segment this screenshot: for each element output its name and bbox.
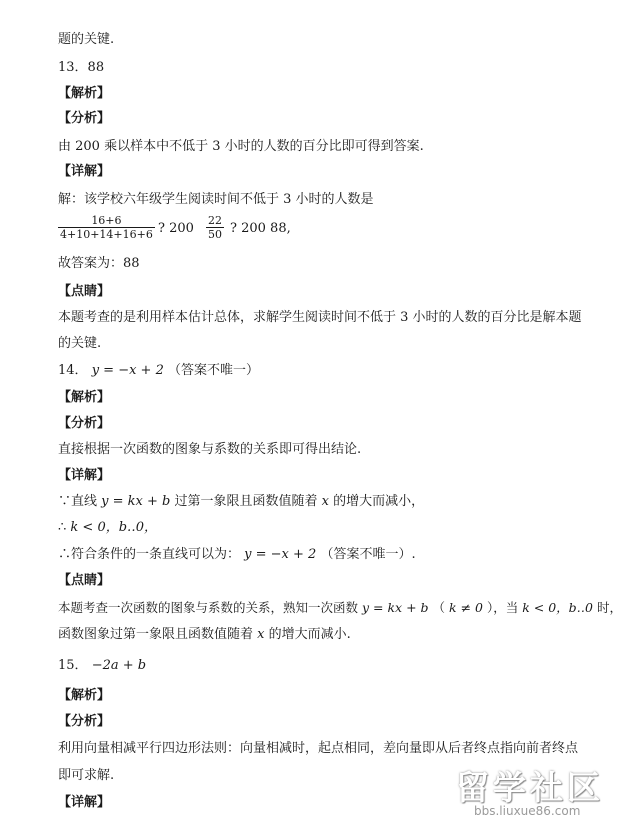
math-expression: y = kx + b bbox=[101, 494, 171, 509]
math-expression: y = −x + 2 bbox=[244, 547, 317, 562]
text-line: 本题考查的是利用样本估计总体，求解学生阅读时间不低于 3 小时的人数的百分比是解本题 bbox=[58, 310, 582, 325]
question-number: 14． bbox=[58, 363, 88, 378]
fraction-2 bbox=[206, 214, 224, 241]
text-span: ），当 bbox=[486, 600, 519, 615]
text-line: 题的关键. bbox=[58, 32, 115, 47]
math-expression: k ≠ 0 bbox=[449, 600, 483, 615]
section-dianjing: 【点睛】 bbox=[58, 573, 111, 588]
text-span: 本题考查一次函数的图象与系数的关系，熟知一次函数 bbox=[58, 600, 359, 615]
fraction-denominator: 50 bbox=[208, 228, 222, 241]
math-expression: x bbox=[321, 494, 329, 509]
text-span: ∴符合条件的一条直线可以为： bbox=[58, 547, 241, 562]
fraction-numerator: 22 bbox=[208, 214, 222, 227]
text-line bbox=[58, 600, 622, 616]
fraction-denominator: 4+10+14+16+6 bbox=[60, 228, 153, 241]
text-line: 由 200 乘以样本中不低于 3 小时的人数的百分比即可得到答案. bbox=[58, 139, 424, 154]
math-expression: y = kx + b bbox=[362, 600, 429, 615]
fraction-1 bbox=[58, 214, 155, 241]
section-dianjing: 【点睛】 bbox=[58, 284, 111, 299]
answer-15 bbox=[58, 658, 146, 674]
section-fenxi: 【分析】 bbox=[58, 111, 111, 126]
watermark-url: bbs.liuxue86.com bbox=[474, 804, 581, 818]
math-expression: k < 0，b‥0 bbox=[522, 600, 593, 615]
math-expression: y = −x + 2 bbox=[91, 363, 164, 378]
text-line: 故答案为：88 bbox=[58, 256, 140, 271]
text-line: 直接根据一次函数的图象与系数的关系即可得出结论. bbox=[58, 442, 362, 457]
fraction-numerator: 16+6 bbox=[91, 214, 122, 227]
text-span: （答案不唯一）. bbox=[320, 547, 416, 562]
math-expression: k < 0，b‥0， bbox=[70, 520, 157, 535]
section-xiangjie: 【详解】 bbox=[58, 795, 111, 810]
answer-13: 13．88 bbox=[58, 60, 105, 75]
section-jiexi: 【解析】 bbox=[58, 390, 111, 405]
section-jiexi: 【解析】 bbox=[58, 86, 111, 101]
text-span: 函数图象过第一象限且函数值随着 bbox=[58, 627, 254, 642]
watermark-text: 留学社区 bbox=[456, 768, 604, 807]
section-xiangjie: 【详解】 bbox=[58, 468, 111, 483]
text-line bbox=[58, 520, 157, 536]
math-expression: x bbox=[257, 627, 265, 642]
watermark-logo bbox=[456, 762, 622, 822]
text-span: ∵直线 bbox=[58, 494, 98, 509]
text-line bbox=[58, 627, 351, 643]
text-line: 利用向量相减平行四边形法则：向量相减时，起点相同，差向量即从后者终点指向前者终点 bbox=[58, 741, 579, 756]
formula-text: ? 200 bbox=[158, 221, 194, 236]
formula-text: ? 200 88, bbox=[230, 221, 291, 236]
text-span: 的增大而减小， bbox=[333, 494, 425, 509]
text-span: 的增大而减小. bbox=[268, 627, 351, 642]
text-line bbox=[58, 547, 416, 563]
vector-expression: −2a + b bbox=[91, 658, 147, 673]
text-span: 过第一象限且函数值随着 bbox=[174, 494, 318, 509]
section-fenxi: 【分析】 bbox=[58, 416, 111, 431]
section-fenxi: 【分析】 bbox=[58, 714, 111, 729]
text-span: 时， bbox=[596, 600, 622, 615]
text-span: ∴ bbox=[58, 520, 67, 535]
text-span: （ bbox=[432, 600, 446, 615]
text-span: （答案不唯一） bbox=[167, 363, 259, 378]
section-xiangjie: 【详解】 bbox=[58, 164, 111, 179]
question-number: 15． bbox=[58, 658, 88, 673]
text-line bbox=[58, 494, 424, 510]
answer-14 bbox=[58, 363, 259, 379]
text-line: 的关键. bbox=[58, 336, 102, 351]
text-line: 即可求解. bbox=[58, 768, 115, 783]
section-jiexi: 【解析】 bbox=[58, 688, 111, 703]
text-line: 解：该学校六年级学生阅读时间不低于 3 小时的人数是 bbox=[58, 192, 374, 207]
